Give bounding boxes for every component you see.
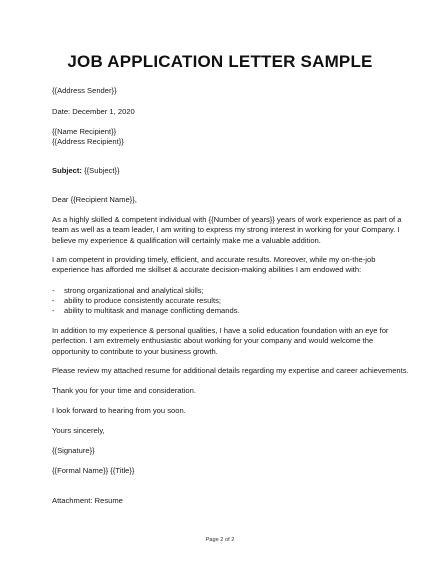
paragraph-line: believe my experience & qualification will certainly make me a valuable addition.: [52, 235, 321, 245]
address-sender: [52, 86, 397, 96]
address-sender-text: {{Address Sender}}: [52, 86, 117, 95]
document-title: JOB APPLICATION LETTER SAMPLE: [67, 52, 373, 71]
attachment: [52, 496, 397, 506]
bullet-text: ability to multitask and manage conflicting demands.: [64, 306, 240, 315]
paragraph-line: I am competent in providing timely, efficient, and accurate results. Moreover, while my on-the-job: [52, 255, 376, 264]
bullet-mark: -: [52, 286, 55, 295]
salutation-text: Dear {{Recipient Name}},: [52, 195, 137, 204]
paragraph-education: [52, 326, 397, 357]
letter-date: [52, 107, 397, 117]
subject-line: [52, 166, 397, 176]
paragraph-line: Thank you for your time and consideration.: [52, 386, 196, 395]
page-number: Page 2 of 2: [205, 537, 235, 543]
bullet-mark: -: [52, 306, 55, 315]
bullet-mark: -: [52, 296, 55, 305]
bullet-text: ability to produce consistently accurate results;: [64, 296, 222, 305]
paragraph-line: team as well as a team leader, I am writing to express my strong interest in working for your Company. I: [52, 225, 400, 235]
paragraph-line: opportunity to contribute to your business growth.: [52, 346, 218, 356]
paragraph-line: As a highly skilled & competent individual with {{Number of years}} years of work experience as part of a: [52, 215, 402, 224]
list-item: [52, 306, 240, 316]
recipient-address: {{Address Recipient}}: [52, 137, 124, 147]
subject-label: Subject:: [52, 166, 82, 175]
letter-date-text: Date: December 1, 2020: [52, 107, 135, 116]
subject-value: {{Subject}}: [81, 166, 120, 175]
salutation: [52, 195, 397, 205]
paragraph-line: In addition to my experience & personal qualities, I have a solid education foundation with an eye for: [52, 326, 389, 335]
paragraph-followup: [52, 406, 397, 416]
closing: [52, 426, 397, 436]
recipient-name: {{Name Recipient}}: [52, 127, 117, 136]
list-item: [52, 286, 204, 296]
recipient-block: [52, 127, 397, 148]
formal-name-text: {{Formal Name}} {{Title}}: [52, 466, 135, 475]
paragraph-skills: [52, 255, 397, 276]
list-item: [52, 296, 221, 306]
formal-name: [52, 466, 397, 476]
paragraph-line: I look forward to hearing from you soon.: [52, 406, 186, 415]
paragraph-thanks: [52, 386, 397, 396]
paragraph-resume: [52, 366, 409, 376]
paragraph-line: Please review my attached resume for additional details regarding my expertise and career achievements.: [52, 366, 409, 375]
paragraph-line: perfection. I am extremely enthusiastic about working for your company and would welcome the: [52, 336, 374, 346]
signature-text: {{Signature}}: [52, 446, 95, 455]
closing-text: Yours sincerely,: [52, 426, 105, 435]
bullet-text: strong organizational and analytical skills;: [64, 286, 204, 295]
paragraph-line: experience has afforded me skillset & accurate decision-making abilities I am endowed with:: [52, 265, 362, 275]
attachment-text: Attachment: Resume: [52, 496, 123, 505]
signature: [52, 446, 397, 456]
paragraph-intro: [52, 215, 402, 246]
